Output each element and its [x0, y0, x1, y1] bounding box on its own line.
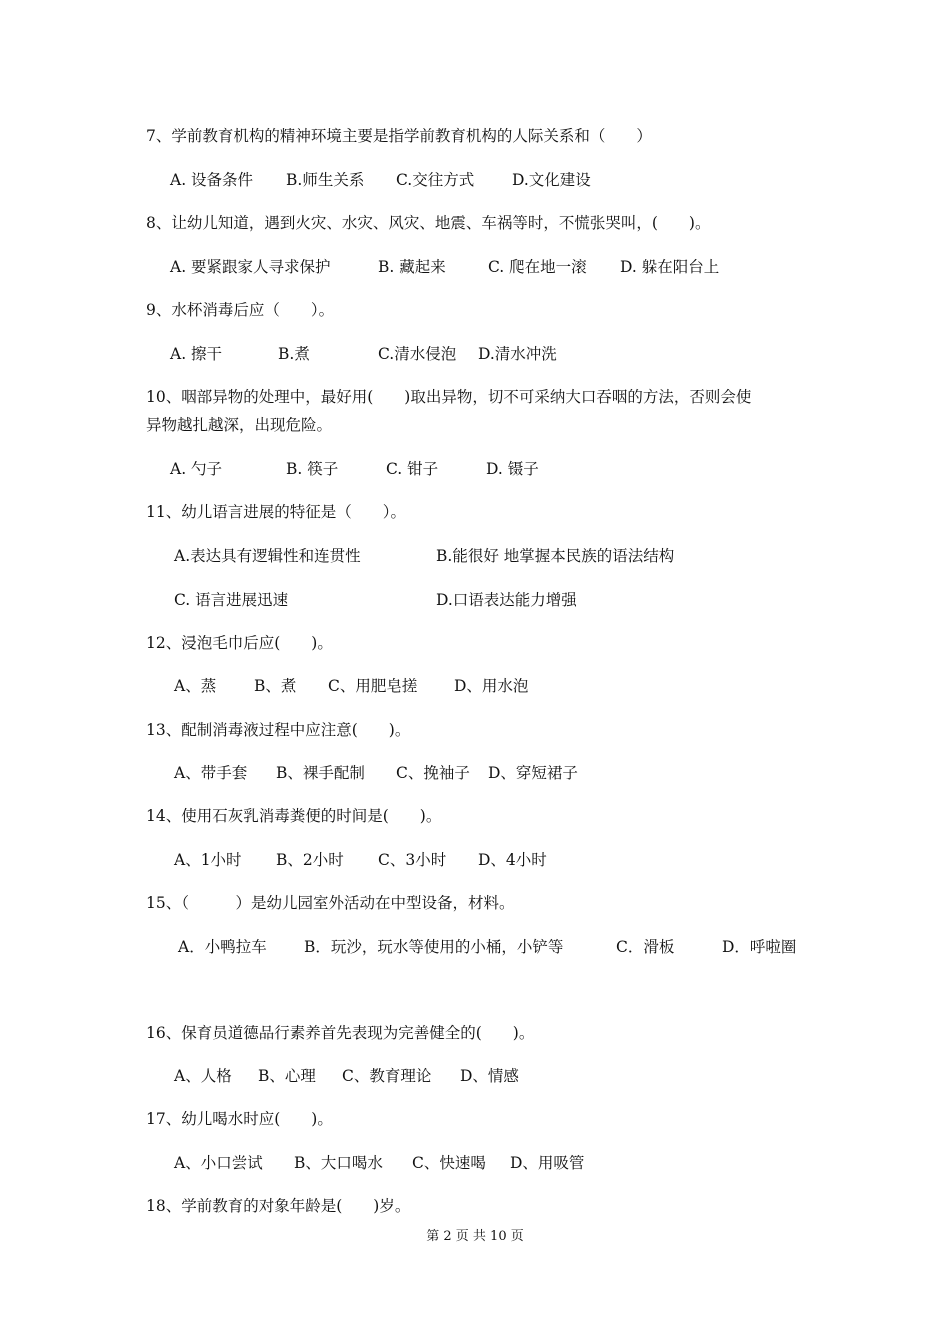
option-c: C. 爬在地一滚	[488, 258, 587, 276]
option-b: B.能很好 地掌握本民族的语法结构	[436, 547, 675, 565]
option-a: A、人格	[174, 1067, 232, 1085]
question-15-stem: 15、（ ）是幼儿园室外活动在中型设备，材料。	[146, 894, 515, 912]
option-a: A．小鸭拉车	[178, 938, 267, 956]
question-11-stem: 11、幼儿语言进展的特征是（ ）。	[146, 503, 406, 521]
option-c: C、教育理论	[342, 1067, 432, 1085]
option-a: A、带手套	[174, 764, 248, 782]
option-d: D.文化建设	[512, 171, 591, 189]
option-c: C、快速喝	[412, 1154, 486, 1172]
option-a: A、蒸	[174, 677, 217, 695]
option-c: C.清水侵泡	[378, 345, 457, 363]
option-b: B.师生关系	[286, 171, 365, 189]
option-c: C、挽袖子	[396, 764, 470, 782]
option-b: B. 筷子	[286, 460, 339, 478]
question-10-stem-line2: 异物越扎越深，出现危险。	[146, 416, 333, 434]
question-9-stem: 9、水杯消毒后应（ ）。	[146, 301, 335, 319]
question-12-stem: 12、浸泡毛巾后应( )。	[146, 634, 333, 652]
option-a: A. 勺子	[170, 460, 223, 478]
question-13-stem: 13、配制消毒液过程中应注意( )。	[146, 721, 411, 739]
option-b: B.煮	[278, 345, 310, 363]
question-18-stem: 18、学前教育的对象年龄是( )岁。	[146, 1197, 411, 1215]
option-d: D、用吸管	[510, 1154, 585, 1172]
page-number-footer: 第 2 页 共 10 页	[426, 1229, 524, 1244]
option-d: D、情感	[460, 1067, 519, 1085]
option-b: B. 藏起来	[378, 258, 446, 276]
option-c: C. 语言进展迅速	[174, 591, 289, 609]
option-d: D．呼啦圈	[722, 938, 797, 956]
option-a: A、1小时	[174, 851, 242, 869]
option-a: A. 擦干	[170, 345, 223, 363]
question-7-stem: 7、学前教育机构的精神环境主要是指学前教育机构的人际关系和（ ）	[146, 127, 652, 145]
option-d: D. 躲在阳台上	[620, 258, 720, 276]
option-c: C.交往方式	[396, 171, 475, 189]
option-a: A.表达具有逻辑性和连贯性	[174, 547, 361, 565]
option-a: A、小口尝试	[174, 1154, 263, 1172]
option-d: D、4小时	[478, 851, 547, 869]
option-d: D.口语表达能力增强	[436, 591, 577, 609]
option-a: A. 要紧跟家人寻求保护	[170, 258, 331, 276]
option-d: D.清水冲洗	[478, 345, 557, 363]
option-d: D、穿短裙子	[488, 764, 578, 782]
option-b: B、2小时	[276, 851, 344, 869]
question-14-stem: 14、使用石灰乳消毒粪便的时间是( )。	[146, 807, 442, 825]
question-16-stem: 16、保育员道德品行素养首先表现为完善健全的( )。	[146, 1024, 535, 1042]
option-d: D. 镊子	[486, 460, 539, 478]
question-17-stem: 17、幼儿喝水时应( )。	[146, 1110, 333, 1128]
option-b: B、心理	[258, 1067, 316, 1085]
option-b: B、煮	[254, 677, 297, 695]
option-b: B、大口喝水	[294, 1154, 383, 1172]
option-a: A. 设备条件	[170, 171, 254, 189]
option-d: D、用水泡	[454, 677, 529, 695]
question-10-stem-line1: 10、咽部异物的处理中，最好用( )取出异物，切不可采纳大口吞咽的方法，否则会使	[146, 388, 752, 406]
question-8-stem: 8、让幼儿知道，遇到火灾、水灾、风灾、地震、车祸等时，不慌张哭叫，( )。	[146, 214, 711, 232]
option-c: C．滑板	[616, 938, 675, 956]
option-c: C、用肥皂搓	[328, 677, 418, 695]
option-c: C、3小时	[378, 851, 447, 869]
option-c: C. 钳子	[386, 460, 439, 478]
option-b: B．玩沙，玩水等使用的小桶，小铲等	[304, 938, 564, 956]
option-b: B、裸手配制	[276, 764, 365, 782]
